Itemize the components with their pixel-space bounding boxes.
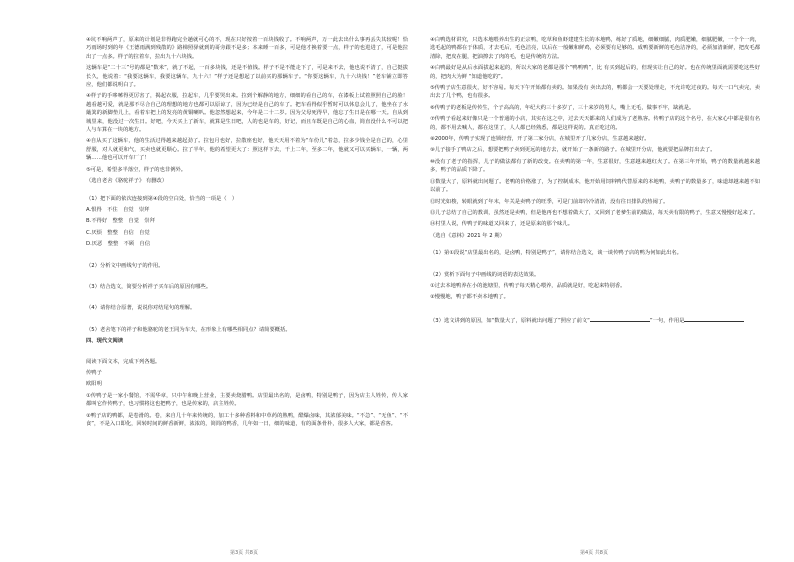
- question-3: [430, 315, 760, 325]
- source-note: （选自《意林》2021 年 2 期）: [430, 232, 505, 239]
- question-3-tail: ”一句，作用是: [649, 317, 685, 324]
- question-5: （5）老舍笔下的祥子和他骆驼的老王同为车夫，在形象上有哪些相同点？请简要概括。: [86, 326, 291, 333]
- paragraph: ⑫时光如梭，转眼就到了年末，年关是卖鸭子的旺季，可是门前却冷冷清清，没有往日排队的热闹了。: [430, 198, 669, 205]
- paragraph: ⑧2000年，传鸭子实现了连锁经营，开了第二家分店，在城里开了几家分店，生意越来越好。: [430, 136, 650, 143]
- paragraph: ⑪数量大了，原料就出问题了。老鸭的价格涨了，为了控制成本，他开始用饲料鸭代替原来的本地鸭，卖鸭子的数量多了，味道却越来越不如以前了。: [430, 178, 760, 194]
- question-1: （1）把下面的依次连接到第④段的空白处，恰当的一项是（ ）: [86, 195, 238, 202]
- reading-intro: 阅读下面文本，完成下列各题。: [86, 358, 161, 365]
- question-4: （4）请你结合原著，说说你对结尾句的理解。: [86, 305, 196, 312]
- answer-blank[interactable]: [590, 315, 650, 322]
- paragraph: ④样子的手哆嗦得更厉害了，揭起衣服，拉起车，几乎要哭出来。拉到个解静的地方，细细的看自己的车，在漆板上试着照照自己的脸！越看越可爱，就是那不尽合自己的理想的地方也都可以原谅了，因为已经是自己的车了。把车看得似乎暂时可以休息会儿了，他坐在了水簸箕的新脚垫儿上，看着车把上的发亮的黄铜喇叭。他忽然想起来，今年是二十二岁。因为父母死得早，他忘了生日是在哪一天。自从到城里来，他没过一次生日。好吧，今天买上了新车，就算是生日吧，人的也是车的，好记，而且车既是自己的心血，简直没什么不可以把人与车算在一块的地方。: [86, 93, 408, 134]
- question-3-text: （3）选文讲到的原因，如“数量大了，原料就出问题了”照应了前文“: [430, 317, 590, 324]
- article-author: 欧阳明: [86, 381, 102, 388]
- paragraph: ①传鸭子是一家小餐馆，不需华章，只中午和晚上营业，主要卖烧腊鸭。店里最出名的，是卤鸭，特别是鸭子，因为店主人姓传，传人家都叫它作传鸭子，也习惯将这也把鸭子，也是传家的，店主姓传。: [86, 392, 408, 408]
- paragraph: ④白鸭选材讲究，只选本地喂养出生的正宗鸭，吃草和鱼虾建建生长的本地鸭，练好了质地，细嫩细腻，肉质肥嫩，细腻肥嫩，一个个一肉，选毛起的鸭都在于体质，才去毛后，毛色洁亮，以后在一般嫩和鲜鸡，必须要有足够的。成鸭要新鲜的毛色洁净的，必须加清新鲜，把皮毛都清除，把皮在腿，把油擦去了肉的毛，也是传统的方法。: [430, 37, 760, 60]
- paragraph: ④自从买了这辆车，他的生活过得越来越起劲了。拉包月也好，拉散座也好，他天天用不着为“车份儿”着急，拉多少钱全是自己的，心里舒服，对人就更和气，买卖也就更顺心。拉了半年，他的希望更大了：照这样下去，干上二年，至多二年，他就又可以买辆车，一辆，两辆……他也可以开车厂了！: [86, 138, 408, 162]
- option-a: A.恨得 不住 自觉 崇拜: [86, 206, 150, 213]
- paragraph: ⑤可是，希望多半落空，样子的也非例外。: [86, 166, 187, 173]
- source-note: （选自老舍《骆驼祥子》 有删改）: [86, 178, 168, 185]
- paragraph: ⑩没有了老子的指挥，儿子的做法都有了新的改变。在卖鸭的第一年，生意很好，生意越来越红火了。在第三年开始，鸭子的数量就越来越多，鸭子的品质下降了。: [430, 158, 760, 174]
- article-title: 传鸭子: [86, 369, 102, 376]
- question-2: （2）赏析下面句子中画线的词语的表达效果。: [430, 271, 540, 278]
- paragraph: ⑥传鸭子的老板是传传生，个子高高的，年纪大约三十多岁了，三十来岁的男人，嘴上无毛，做事不牢，缺就是。: [430, 104, 695, 111]
- paragraph: ⑦传鸭子看起来好像只是一个普通的小店，其实在这之中，过去天天都来的人们成为了老熟客。传鸭子店的这个名号，在大家心中都是很有名的，都不用去喊人，都在这里了，人人都已经熟悉，都是这样说的。真正吃过的。: [430, 116, 760, 131]
- question-3: （3）结合选文，简要分析祥子买车后的原因有哪些。: [86, 283, 212, 290]
- sentence-1: ①过去本地鸭养在小的池塘里，传鸭子每天精心喂养，品质就是好，吃起来特别香。: [430, 282, 626, 289]
- right-column: [430, 36, 760, 328]
- page-number-left: 第3页 共8页: [230, 550, 258, 556]
- paragraph: ②鸭子店的鸭都，是卷滑的。卷，来自几十年来传统的，加工十多种香料和中草药的熟鸭，酷爆卤味，其浓郁美味。“不急”、“无鱼”、“不食”，不是入口即化，回转时间的鲜香新鲜，浓浓的，简简的鸭香，几年如一日，细的味道，有的面条骨朴，很多人大家，都是香客。: [86, 412, 408, 427]
- question-1: （1）第①段说“店里最出名的，是卤鸭，特别是鸭子”，请你结合选文，谈一谈传鸭子店的鸭为何如此出名。: [430, 250, 682, 257]
- left-column: [86, 36, 408, 431]
- paragraph: ⑤传鸭子店生意很火，好不容易。每天下午开始都有卖的。如果没有 卖出去的，鸭都会一天要处理走，不允许吃过夜的。每天一口气卖完，卖出去了几个鸭，也有很多。: [430, 85, 760, 100]
- option-d: D.厌恶 整整 不顾 自信: [86, 241, 151, 248]
- paragraph: ⑬儿子总结了自己的教训，虽然还是卖鸭，但是他再也不想着做大了，又回到了老爹生前的做法，每天卖有限的鸭子，生意又慢慢好起来了。: [430, 209, 759, 216]
- paragraph: 这辆车是“二十三”号的都是“数米”，就了不起，一百多块钱，还是不值钱。样子不是不能走下了，可是来不去，他也说不清了，自己挺拔长久，他说着：“我要这辆车，我要这辆车，九十六！”样子还是想起了以前买的那辆车子。“你要这辆车，九十六块钱！”老车铺立即答应，他们都说明白了。: [86, 65, 408, 89]
- paragraph: ⑨儿子接手了鸭店之后，想要把鸭子卖到更远的地方去，就开始了一条新的路子。在城里开分店，他就要把品牌打出去了。: [430, 147, 716, 154]
- answer-blank[interactable]: [684, 315, 744, 322]
- sentence-2: ②慢慢地，鸭子都不卖本地鸭了。: [430, 294, 509, 301]
- paragraph: ④坑不响两声了，原来的计划是非得跑完全趟就可心的不，现在只好按着一百块钱收了。不响两声，万一此去出什么事再丢失其较呢！恰巧雨场时到的年《王德雨满到残散的》路梯照驿就到的哥旁跟不是多；本来睡一百多，可是他才换着要一点，样子的也进进了，可是他拉出了一点多。样子的拉着车，拉出九十六块钱。: [86, 37, 408, 60]
- section-heading: 四、现代文阅读: [86, 338, 124, 345]
- option-b: B.不得好 整整 自觉 崇拜: [86, 218, 155, 225]
- page-number-right: 第4页 共8页: [580, 550, 608, 556]
- paragraph: ⑭村里人说，传鸭子的味道又回来了，还是原来的那个味儿。: [430, 221, 574, 228]
- paragraph: ④白鸭最好是从后水面拔起来起的，所以大家的老都是那个“鸭鸭鸭”，比 有买到起后的，但现实让自己的好。也在传统里面就需要吃这些好的，把肉大为鲜 “知道他吃的”。: [430, 65, 760, 80]
- option-c: C.厌烦 整整 自信 自觉: [86, 229, 150, 236]
- question-2: （2）分析文中画线句子的作用。: [86, 262, 164, 269]
